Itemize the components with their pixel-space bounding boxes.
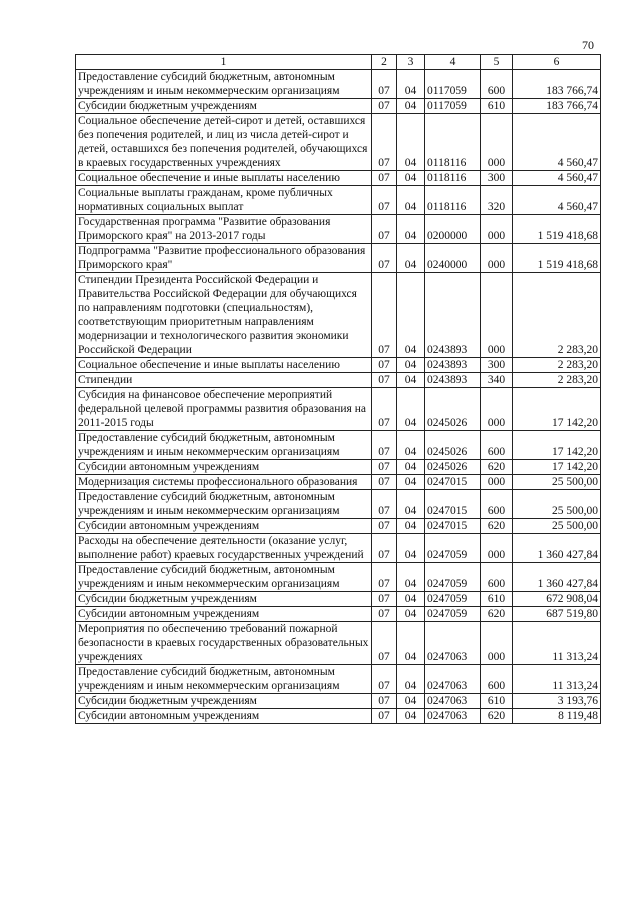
row-target-code: 0240000 [425, 244, 481, 273]
row-section: 07 [372, 99, 397, 114]
row-expense-type: 000 [481, 215, 513, 244]
row-section: 07 [372, 709, 397, 724]
row-amount: 4 560,47 [513, 186, 601, 215]
row-expense-type: 620 [481, 709, 513, 724]
row-target-code: 0117059 [425, 70, 481, 99]
row-target-code: 0243893 [425, 358, 481, 373]
row-target-code: 0247063 [425, 694, 481, 709]
table-row [76, 475, 601, 490]
row-amount: 11 313,24 [513, 622, 601, 665]
row-name: Государственная программа "Развитие образования Приморского края" на 2013-2017 годы [76, 215, 372, 244]
row-subsection: 04 [397, 460, 425, 475]
row-section: 07 [372, 373, 397, 388]
row-name: Предоставление субсидий бюджетным, автономным учреждениям и иным некоммерческим организациям [76, 70, 372, 99]
row-section: 07 [372, 70, 397, 99]
row-subsection: 04 [397, 171, 425, 186]
row-name: Социальное обеспечение детей-сирот и детей, оставшихся без попечения родителей, и лиц из числа детей-сирот и детей, оставшихся без попечения родителей, обучающихся в краевых государственных учреждениях [76, 114, 372, 171]
row-amount: 183 766,74 [513, 99, 601, 114]
row-subsection: 04 [397, 70, 425, 99]
row-section: 07 [372, 519, 397, 534]
table-row [76, 388, 601, 431]
column-header: 6 [513, 55, 601, 70]
column-header: 3 [397, 55, 425, 70]
row-section: 07 [372, 694, 397, 709]
page-number: 70 [582, 38, 594, 52]
row-target-code: 0247015 [425, 490, 481, 519]
table-row [76, 534, 601, 563]
row-target-code: 0247063 [425, 622, 481, 665]
row-name: Стипендии Президента Российской Федерации и Правительства Российской Федерации для обучающихся по направлениям подготовки (специальностям), соответствующим приоритетным направлениям модернизации и технологического развития экономики Российской Федерации [76, 273, 372, 358]
row-target-code: 0247015 [425, 519, 481, 534]
row-subsection: 04 [397, 99, 425, 114]
row-name: Модернизация системы профессионального образования [76, 475, 372, 490]
row-section: 07 [372, 171, 397, 186]
row-name: Субсидии автономным учреждениям [76, 460, 372, 475]
row-name: Субсидии бюджетным учреждениям [76, 694, 372, 709]
table-row [76, 607, 601, 622]
table-body [76, 70, 601, 724]
row-expense-type: 620 [481, 460, 513, 475]
row-target-code: 0245026 [425, 431, 481, 460]
row-amount: 11 313,24 [513, 665, 601, 694]
row-name: Предоставление субсидий бюджетным, автономным учреждениям и иным некоммерческим организациям [76, 490, 372, 519]
row-amount: 2 283,20 [513, 273, 601, 358]
row-name: Социальное обеспечение и иные выплаты населению [76, 358, 372, 373]
row-amount: 672 908,04 [513, 592, 601, 607]
row-subsection: 04 [397, 592, 425, 607]
row-expense-type: 340 [481, 373, 513, 388]
row-amount: 2 283,20 [513, 358, 601, 373]
row-amount: 1 519 418,68 [513, 215, 601, 244]
row-expense-type: 600 [481, 70, 513, 99]
row-target-code: 0247059 [425, 534, 481, 563]
row-subsection: 04 [397, 694, 425, 709]
row-subsection: 04 [397, 563, 425, 592]
table-row [76, 709, 601, 724]
row-target-code: 0243893 [425, 273, 481, 358]
table-row [76, 460, 601, 475]
row-amount: 25 500,00 [513, 490, 601, 519]
row-name: Субсидии автономным учреждениям [76, 709, 372, 724]
row-expense-type: 000 [481, 388, 513, 431]
row-subsection: 04 [397, 709, 425, 724]
row-name: Социальные выплаты гражданам, кроме публичных нормативных социальных выплат [76, 186, 372, 215]
row-amount: 1 519 418,68 [513, 244, 601, 273]
row-target-code: 0245026 [425, 460, 481, 475]
row-subsection: 04 [397, 114, 425, 171]
row-subsection: 04 [397, 244, 425, 273]
row-subsection: 04 [397, 475, 425, 490]
row-expense-type: 000 [481, 273, 513, 358]
row-expense-type: 620 [481, 607, 513, 622]
row-name: Субсидии бюджетным учреждениям [76, 99, 372, 114]
table-row [76, 490, 601, 519]
column-header: 2 [372, 55, 397, 70]
table-row [76, 622, 601, 665]
row-name: Мероприятия по обеспечению требований пожарной безопасности в краевых государственных образовательных учреждениях [76, 622, 372, 665]
row-expense-type: 000 [481, 622, 513, 665]
row-amount: 4 560,47 [513, 114, 601, 171]
row-name: Предоставление субсидий бюджетным, автономным учреждениям и иным некоммерческим организациям [76, 665, 372, 694]
row-section: 07 [372, 431, 397, 460]
row-target-code: 0200000 [425, 215, 481, 244]
row-amount: 25 500,00 [513, 475, 601, 490]
row-amount: 3 193,76 [513, 694, 601, 709]
row-amount: 17 142,20 [513, 431, 601, 460]
row-section: 07 [372, 563, 397, 592]
row-amount: 1 360 427,84 [513, 534, 601, 563]
row-subsection: 04 [397, 534, 425, 563]
row-expense-type: 000 [481, 244, 513, 273]
row-section: 07 [372, 244, 397, 273]
table-row [76, 592, 601, 607]
row-expense-type: 610 [481, 592, 513, 607]
table-row [76, 373, 601, 388]
row-amount: 25 500,00 [513, 519, 601, 534]
row-section: 07 [372, 475, 397, 490]
table-row [76, 244, 601, 273]
table-row [76, 519, 601, 534]
row-target-code: 0247015 [425, 475, 481, 490]
row-expense-type: 600 [481, 563, 513, 592]
row-expense-type: 000 [481, 114, 513, 171]
row-section: 07 [372, 215, 397, 244]
row-subsection: 04 [397, 607, 425, 622]
column-header: 4 [425, 55, 481, 70]
row-expense-type: 600 [481, 490, 513, 519]
row-expense-type: 610 [481, 694, 513, 709]
row-subsection: 04 [397, 373, 425, 388]
row-expense-type: 620 [481, 519, 513, 534]
row-name: Социальное обеспечение и иные выплаты населению [76, 171, 372, 186]
row-expense-type: 000 [481, 475, 513, 490]
row-name: Подпрограмма "Развитие профессионального образования Приморского края" [76, 244, 372, 273]
row-section: 07 [372, 273, 397, 358]
header-row [76, 55, 601, 70]
row-expense-type: 600 [481, 665, 513, 694]
row-target-code: 0247059 [425, 563, 481, 592]
row-expense-type: 000 [481, 534, 513, 563]
table-row [76, 694, 601, 709]
row-subsection: 04 [397, 490, 425, 519]
table-row [76, 563, 601, 592]
row-target-code: 0118116 [425, 114, 481, 171]
row-section: 07 [372, 665, 397, 694]
row-target-code: 0117059 [425, 99, 481, 114]
table-row [76, 171, 601, 186]
row-subsection: 04 [397, 388, 425, 431]
row-subsection: 04 [397, 622, 425, 665]
row-amount: 17 142,20 [513, 460, 601, 475]
budget-table [75, 54, 601, 724]
row-target-code: 0247063 [425, 665, 481, 694]
row-expense-type: 300 [481, 171, 513, 186]
row-target-code: 0118116 [425, 186, 481, 215]
table-row [76, 114, 601, 171]
row-section: 07 [372, 388, 397, 431]
row-name: Субсидии автономным учреждениям [76, 607, 372, 622]
table-row [76, 186, 601, 215]
row-expense-type: 600 [481, 431, 513, 460]
row-amount: 183 766,74 [513, 70, 601, 99]
row-amount: 1 360 427,84 [513, 563, 601, 592]
column-header: 5 [481, 55, 513, 70]
row-target-code: 0118116 [425, 171, 481, 186]
row-name: Предоставление субсидий бюджетным, автономным учреждениям и иным некоммерческим организациям [76, 431, 372, 460]
row-subsection: 04 [397, 358, 425, 373]
row-section: 07 [372, 622, 397, 665]
row-subsection: 04 [397, 273, 425, 358]
row-section: 07 [372, 534, 397, 563]
row-section: 07 [372, 607, 397, 622]
row-amount: 687 519,80 [513, 607, 601, 622]
row-amount: 17 142,20 [513, 388, 601, 431]
row-name: Предоставление субсидий бюджетным, автономным учреждениям и иным некоммерческим организациям [76, 563, 372, 592]
table-row [76, 215, 601, 244]
row-target-code: 0247063 [425, 709, 481, 724]
row-section: 07 [372, 460, 397, 475]
table-row [76, 99, 601, 114]
table-row [76, 70, 601, 99]
row-section: 07 [372, 592, 397, 607]
row-subsection: 04 [397, 519, 425, 534]
table-row [76, 431, 601, 460]
row-section: 07 [372, 114, 397, 171]
row-subsection: 04 [397, 431, 425, 460]
row-name: Субсидия на финансовое обеспечение мероприятий федеральной целевой программы развития образования на 2011-2015 годы [76, 388, 372, 431]
row-expense-type: 320 [481, 186, 513, 215]
row-section: 07 [372, 490, 397, 519]
row-target-code: 0243893 [425, 373, 481, 388]
row-section: 07 [372, 358, 397, 373]
column-header: 1 [76, 55, 372, 70]
table-row [76, 358, 601, 373]
row-name: Расходы на обеспечение деятельности (оказание услуг, выполнение работ) краевых государственных учреждений [76, 534, 372, 563]
row-subsection: 04 [397, 665, 425, 694]
row-name: Стипендии [76, 373, 372, 388]
row-target-code: 0245026 [425, 388, 481, 431]
row-subsection: 04 [397, 186, 425, 215]
row-target-code: 0247059 [425, 592, 481, 607]
row-amount: 2 283,20 [513, 373, 601, 388]
row-target-code: 0247059 [425, 607, 481, 622]
row-expense-type: 300 [481, 358, 513, 373]
row-section: 07 [372, 186, 397, 215]
row-name: Субсидии автономным учреждениям [76, 519, 372, 534]
row-amount: 8 119,48 [513, 709, 601, 724]
row-expense-type: 610 [481, 99, 513, 114]
row-amount: 4 560,47 [513, 171, 601, 186]
row-name: Субсидии бюджетным учреждениям [76, 592, 372, 607]
table-row [76, 273, 601, 358]
table-row [76, 665, 601, 694]
row-subsection: 04 [397, 215, 425, 244]
